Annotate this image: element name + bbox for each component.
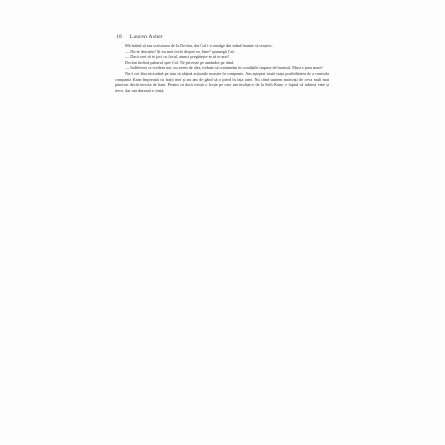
body-text <box>115 43 329 93</box>
paragraph: Nu-l voi lăsa niciodată pe tata să obțină acțiunile noastre în companie. Am așteptat toată viața posibilitatea de a controla compania Kane împreună cu frații mei și nu am de gând să o pierd în fața tatei. Nu când suntem motivați de ceva mult mai puternic decât nevoia de bani. Pentru că dacă există o lecție pe care am învățat-o de la Seth Kane, e faptul că iubirea vine și trece, dar ura durează o viață. <box>115 70 329 93</box>
paragraph: Mă întind să iau scrisoarea de la Declan, dar Cal i-o smulge din mână înainte să reușesc. <box>125 43 273 48</box>
paragraph: — Dacă vrei să te joci cu focul, atunci pregătește-te să te arzi! <box>125 54 230 60</box>
paragraph: — Du-te dracului! Și nu mai vorbi despre ea, bine? spumegă Cal. <box>125 48 235 54</box>
paragraph: Declan înclină paharul spre Cal. Ne privește pe amândoi pe rând. <box>125 59 235 65</box>
paragraph: — Indiferent ce credem noi, nu avem de ales, trebuie să continuăm în condițiile impuse de bunicul. Miza e prea mare! <box>125 65 323 71</box>
running-head <box>116 34 163 40</box>
page-number: 18 <box>116 34 123 40</box>
author-name: Lauren Asher <box>129 34 164 40</box>
